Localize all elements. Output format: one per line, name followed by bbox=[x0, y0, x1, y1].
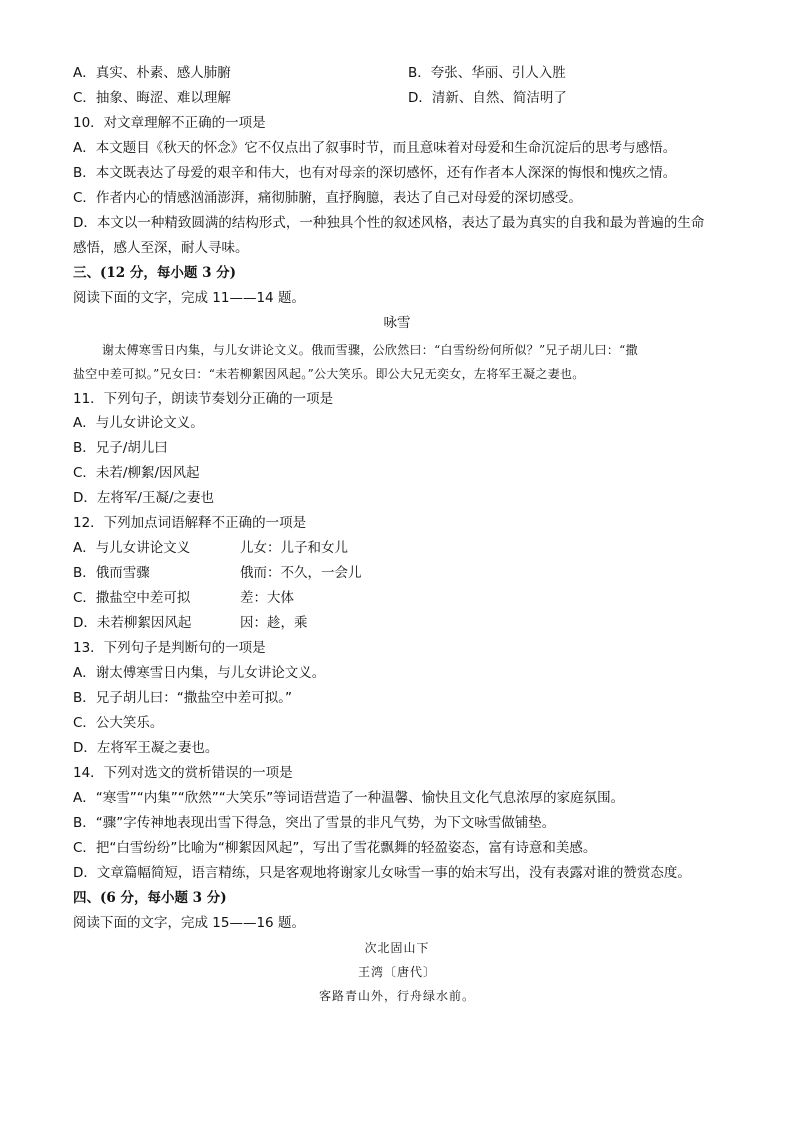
poem-line-1: 客路青山外，行舟绿水前。 bbox=[318, 989, 475, 1003]
q14-option-b: B．“骤”字传神地表现出雪下得急，突出了雪景的非凡气势，为下文咏雪做铺垫。 bbox=[73, 815, 556, 831]
q11-option-c: C．未若/柳絮/因风起 bbox=[73, 465, 200, 481]
q9-option-d: D．清新、自然、简洁明了 bbox=[408, 90, 567, 106]
q10-option-d-line2: 感悟，感人至深，耐人寻味。 bbox=[73, 240, 249, 256]
q9-option-b: B．夸张、华丽、引人入胜 bbox=[408, 65, 566, 81]
poem-author: 王湾〔唐代〕 bbox=[357, 965, 436, 979]
section4-instruction: 阅读下面的文字，完成 15——16 题。 bbox=[73, 915, 305, 931]
q11-option-b: B．兄子/胡儿曰 bbox=[73, 440, 168, 456]
q13-option-b: B．兄子胡儿曰：“撒盐空中差可拟。” bbox=[73, 690, 292, 706]
q12-option-b-explanation: 俄而：不久，一会儿 bbox=[240, 565, 362, 581]
poem-title: 次北固山下 bbox=[364, 941, 430, 955]
passage-line-1: 谢太傅寒雪日内集，与儿女讲论文义。俄而雪骤，公欣然曰：“白雪纷纷何所似？”兄子胡儿曰：“撒 bbox=[102, 343, 638, 357]
q9-option-c: C．抽象、晦涩、难以理解 bbox=[73, 90, 231, 106]
q12-option-d: D．未若柳絮因风起 bbox=[73, 615, 192, 631]
section3-instruction: 阅读下面的文字，完成 11——14 题。 bbox=[73, 290, 305, 306]
q14-option-c: C．把“白雪纷纷”比喻为“柳絮因风起”，写出了雪花飘舞的轻盈姿态，富有诗意和美感。 bbox=[73, 840, 597, 856]
q13-option-d: D．左将军王凝之妻也。 bbox=[73, 740, 219, 756]
q11-option-d: D．左将军/王凝/之妻也 bbox=[73, 490, 214, 506]
q13-stem: 13．下列句子是判断句的一项是 bbox=[73, 640, 266, 656]
q13-option-c: C．公大笑乐。 bbox=[73, 715, 164, 731]
q12-option-a-explanation: 儿女：儿子和女儿 bbox=[240, 540, 348, 556]
passage-line-2: 盐空中差可拟。”兄女曰：“未若柳絮因风起。”公大笑乐。即公大兄无奕女，左将军王凝之妻也。 bbox=[73, 367, 585, 381]
passage-title: 咏雪 bbox=[383, 315, 411, 331]
q11-option-a: A．与儿女讲论文义。 bbox=[73, 415, 204, 431]
q9-option-a: A．真实、朴素、感人肺腑 bbox=[73, 65, 231, 81]
q10-option-a: A．本文题目《秋天的怀念》它不仅点出了叙事时节，而且意味着对母爱和生命沉淀后的思考与感悟。 bbox=[73, 140, 677, 156]
q14-stem: 14．下列对选文的赏析错误的一项是 bbox=[73, 765, 293, 781]
q12-stem: 12．下列加点词语解释不正确的一项是 bbox=[73, 515, 307, 531]
q14-option-d: D．文章篇幅简短，语言精练，只是客观地将谢家儿女咏雪一事的始末写出，没有表露对谁的赞赏态度。 bbox=[73, 865, 691, 881]
section3-heading: 三、(12 分，每小题 3 分) bbox=[73, 265, 237, 281]
q10-option-c: C．作者内心的情感汹涌澎湃，痛彻肺腑，直抒胸臆，表达了自己对母爱的深切感受。 bbox=[73, 190, 582, 206]
q12-option-d-explanation: 因：趁，乘 bbox=[240, 615, 308, 631]
q10-option-d-line1: D．本文以一种精致圆满的结构形式，一种独具个性的叙述风格，表达了最为真实的自我和最为普遍的生命 bbox=[73, 215, 705, 231]
q12-option-c: C．撒盐空中差可拟 bbox=[73, 590, 191, 606]
q13-option-a: A．谢太傅寒雪日内集，与儿女讲论文义。 bbox=[73, 665, 326, 681]
q12-option-b: B．俄而雪骤 bbox=[73, 565, 150, 581]
q10-option-b: B．本文既表达了母爱的艰辛和伟大，也有对母亲的深切感怀，还有作者本人深深的悔恨和愧疚之情。 bbox=[73, 165, 677, 181]
q11-stem: 11．下列句子，朗读节奏划分正确的一项是 bbox=[73, 391, 334, 407]
q10-stem: 10．对文章理解不正确的一项是 bbox=[73, 115, 266, 131]
q12-option-a: A．与儿女讲论文义 bbox=[73, 540, 191, 556]
q14-option-a: A．“寒雪”“内集”“欣然”“大笑乐”等词语营造了一种温馨、愉快且文化气息浓厚的家庭氛围。 bbox=[73, 790, 625, 806]
q12-option-c-explanation: 差：大体 bbox=[240, 590, 294, 606]
section4-heading: 四、(6 分，每小题 3 分) bbox=[73, 890, 227, 906]
